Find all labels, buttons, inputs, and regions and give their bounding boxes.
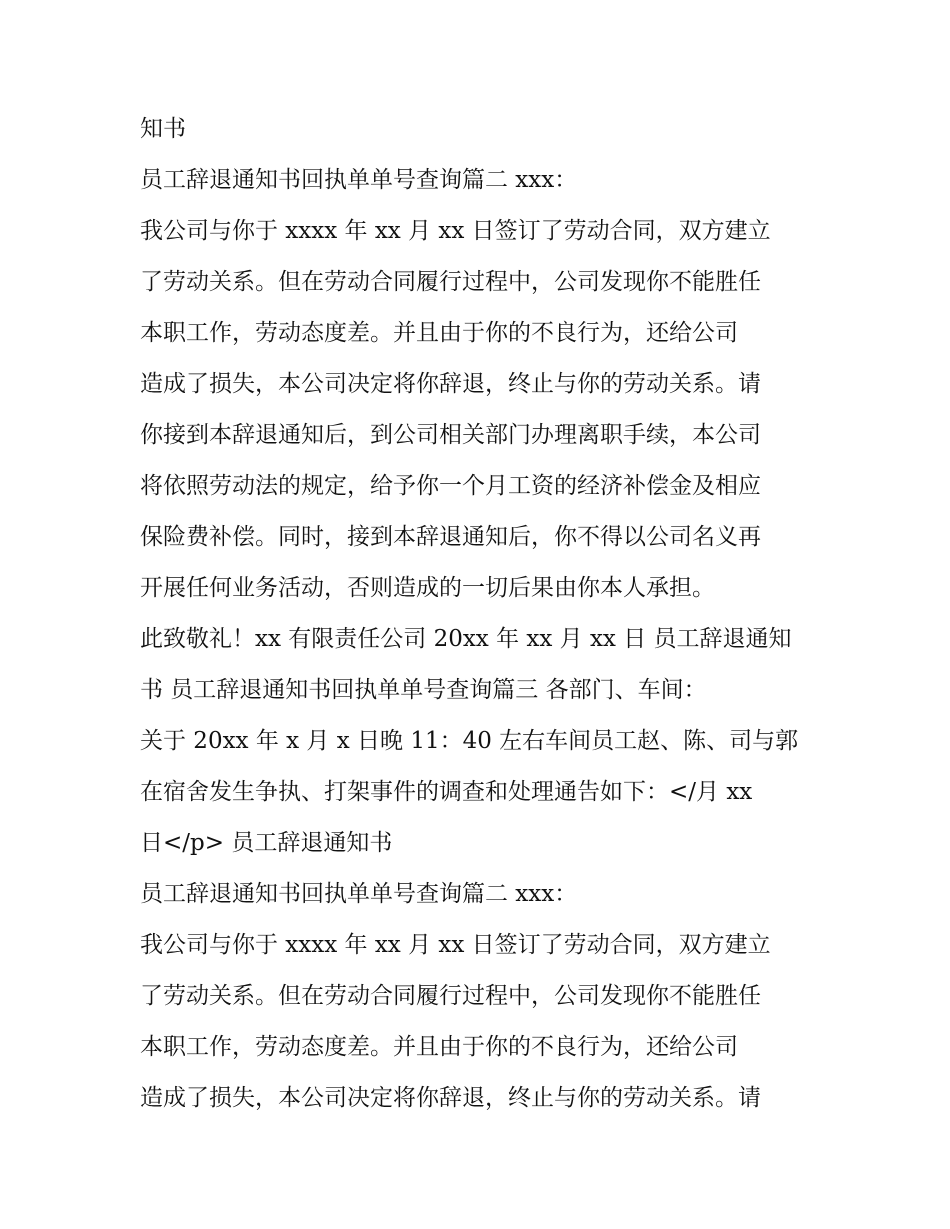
text-line: 关于 20xx 年 x 月 x 日晚 11：40 左右车间员工赵、陈、司与郭 [140,728,799,754]
text-line: 造成了损失，本公司决定将你辞退，终止与你的劳动关系。请 [140,371,761,397]
text-line: 保险费补偿。同时，接到本辞退通知后，你不得以公司名义再 [140,524,761,550]
text-line: 造成了损失，本公司决定将你辞退，终止与你的劳动关系。请 [140,1085,761,1111]
text-line: 知书 [140,116,186,142]
text-line: 在宿舍发生争执、打架事件的调查和处理通告如下：</月 xx [140,779,753,805]
text-line: 本职工作，劳动态度差。并且由于你的不良行为，还给公司 [140,1034,738,1060]
text-line: 开展任何业务活动，否则造成的一切后果由你本人承担。 [140,575,715,601]
text-line: 你接到本辞退通知后，到公司相关部门办理离职手续，本公司 [140,422,761,448]
text-line: 员工辞退通知书回执单单号查询篇二 xxx： [140,167,578,193]
text-line: 本职工作，劳动态度差。并且由于你的不良行为，还给公司 [140,320,738,346]
document-body [140,104,820,1124]
text-line: 日</p> 员工辞退通知书 [140,830,393,856]
text-line: 了劳动关系。但在劳动合同履行过程中，公司发现你不能胜任 [140,983,761,1009]
text-line: 我公司与你于 xxxx 年 xx 月 xx 日签订了劳动合同，双方建立 [140,218,771,244]
text-line: 员工辞退通知书回执单单号查询篇二 xxx： [140,881,578,907]
text-line: 了劳动关系。但在劳动合同履行过程中，公司发现你不能胜任 [140,269,761,295]
text-line: 我公司与你于 xxxx 年 xx 月 xx 日签订了劳动合同，双方建立 [140,932,771,958]
text-line: 将依照劳动法的规定，给予你一个月工资的经济补偿金及相应 [140,473,761,499]
text-line: 此致敬礼！xx 有限责任公司 20xx 年 xx 月 xx 日 员工辞退通知 [140,626,792,652]
text-line: 书 员工辞退通知书回执单单号查询篇三 各部门、车间： [140,677,707,703]
